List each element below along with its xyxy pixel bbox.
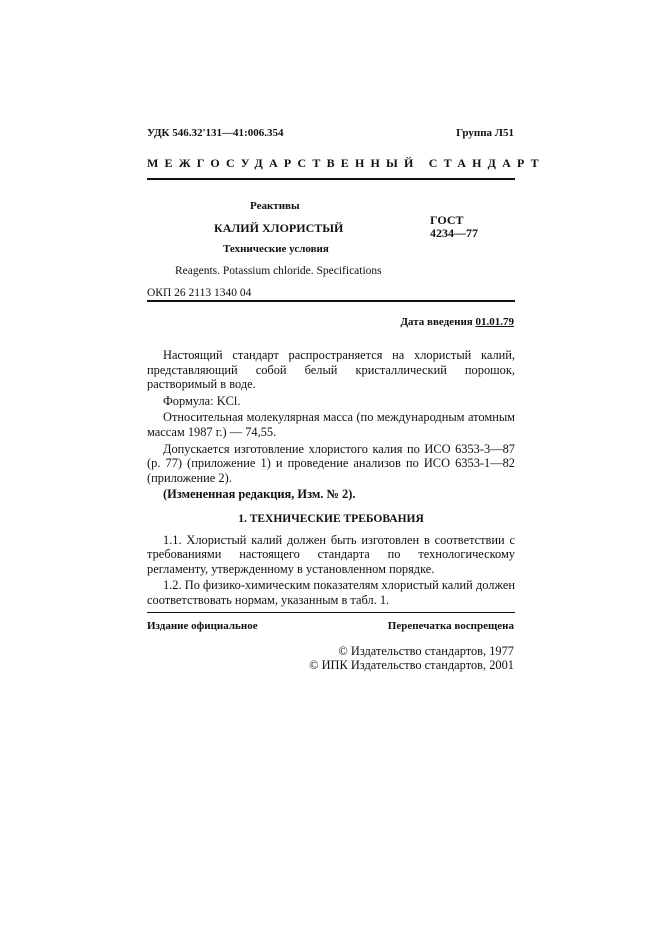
paragraph-1-1: 1.1. Хлористый калий должен быть изготовлен в соответствии с требованиями настоящего стандарта по технологическому регламенту, утвержденному в установленном порядке.	[147, 532, 515, 576]
paragraph-scope: Настоящий стандарт распространяется на хлористый калий, представляющий собой белый кристаллический порошок, растворимый в воде.	[147, 348, 515, 392]
paragraph-1-2: 1.2. По физико-химическим показателям хлористый калий должен соответствовать нормам, указанным в табл. 1.	[147, 578, 515, 607]
group-code: Группа Л51	[456, 127, 514, 139]
paragraph-formula: Формула: KCl.	[163, 393, 241, 408]
document-body	[147, 348, 515, 608]
amendment-note: (Измененная редакция, Изм. № 2).	[163, 487, 356, 502]
middle-divider	[147, 300, 515, 302]
document-title: КАЛИЙ ХЛОРИСТЫЙ	[214, 221, 344, 235]
effective-date-value: 01.01.79	[475, 316, 514, 328]
copyright-line-1: © Издательство стандартов, 1977	[338, 644, 514, 658]
effective-date-label: Дата введения	[400, 316, 473, 328]
reprint-prohibited-label: Перепечатка воспрещена	[387, 620, 514, 632]
copyright-line-2: © ИПК Издательство стандартов, 2001	[309, 658, 514, 672]
document-subtitle: Технические условия	[223, 243, 329, 255]
official-edition-label: Издание официальное	[147, 620, 258, 632]
paragraph-iso: Допускается изготовление хлористого калия по ИСО 6353-3—87 (р. 77) (приложение 1) и проведение анализов по ИСО 6353-1—82 (приложение 2).	[147, 441, 515, 485]
gost-label: ГОСТ	[430, 213, 464, 227]
udk-code: УДК 546.32'131—41:006.354	[147, 127, 284, 139]
okp-code: ОКП 26 2113 1340 04	[147, 287, 252, 299]
category-label: Реактивы	[250, 200, 300, 212]
interstate-standard-heading: МЕЖГОСУДАРСТВЕННЫЙ СТАНДАРТ	[147, 156, 545, 170]
paragraph-molar-mass: Относительная молекулярная масса (по международным атомным массам 1987 г.) — 74,55.	[147, 410, 515, 439]
top-divider	[147, 178, 515, 180]
english-title: Reagents. Potassium chloride. Specifications	[175, 265, 382, 277]
gost-number: 4234—77	[430, 226, 478, 240]
gost-designation	[430, 214, 478, 240]
footer-divider	[147, 612, 515, 613]
section-heading: 1. ТЕХНИЧЕСКИЕ ТРЕБОВАНИЯ	[238, 512, 424, 525]
effective-date	[400, 316, 514, 328]
